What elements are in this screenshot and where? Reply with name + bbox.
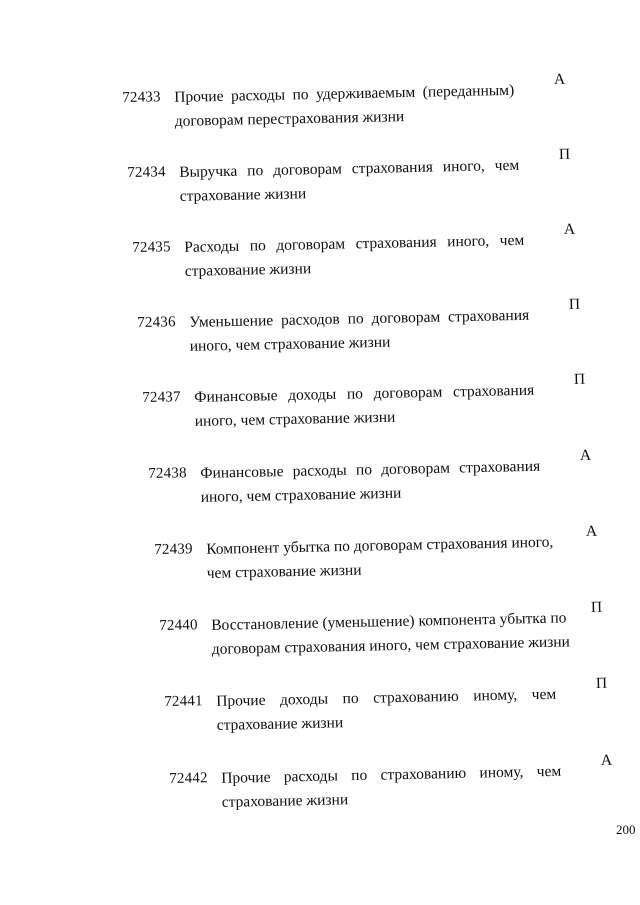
account-title-line1: Финансовые доходы по договорам страхования	[194, 381, 535, 406]
account-title-line2: страхование жизни	[184, 260, 312, 280]
account-type-mark: П	[573, 370, 586, 388]
entry-72436	[137, 295, 618, 361]
account-code: 72436	[137, 314, 176, 331]
account-title-line2: договорам перестрахования жизни	[174, 108, 405, 130]
account-type-mark: А	[585, 522, 598, 540]
account-title-line2: иного, чем страхование жизни	[200, 484, 402, 506]
entry-72440	[159, 598, 640, 664]
account-code: 72440	[159, 617, 198, 634]
account-type-mark: А	[563, 220, 576, 238]
account-code: 72433	[122, 89, 161, 106]
entry-72439	[154, 522, 635, 588]
account-type-mark: А	[600, 751, 613, 769]
account-type-mark: П	[568, 295, 581, 313]
account-type-mark: П	[595, 674, 608, 692]
account-title-line2: страхование жизни	[179, 185, 307, 205]
account-type-mark: П	[590, 598, 603, 616]
account-title-line1: Уменьшение расходов по договорам страхования	[189, 306, 530, 331]
account-type-mark: П	[558, 145, 571, 163]
account-title-line1: Прочие расходы по страхованию иному, чем	[221, 762, 562, 787]
account-code: 72437	[142, 389, 181, 406]
account-code: 72442	[169, 770, 208, 787]
account-type-mark: А	[553, 70, 566, 88]
entry-72441	[164, 674, 640, 740]
account-title-line1: Компонент убытка по договорам страхования иного,	[206, 533, 554, 558]
account-title-line1: Финансовые расходы по договорам страхования	[200, 457, 541, 482]
account-code: 72441	[164, 693, 203, 710]
account-title-line1: Выручка по договорам страхования иного, чем	[179, 156, 520, 181]
entry-72433	[122, 70, 603, 136]
account-title-line2: иного, чем страхование жизни	[189, 333, 391, 355]
account-title-line1: Восстановление (уменьшение) компонента убытка по	[211, 609, 567, 634]
account-type-mark: А	[579, 446, 592, 464]
account-code: 72434	[127, 164, 166, 181]
account-title-line1: Расходы по договорам страхования иного, чем	[184, 231, 525, 256]
entry-72442	[169, 751, 640, 817]
page-number: 200	[616, 822, 636, 837]
account-title-line2: иного, чем страхование жизни	[194, 408, 396, 430]
entry-72435	[132, 220, 613, 286]
account-code: 72438	[148, 465, 187, 482]
account-title-line2: страхование жизни	[221, 791, 349, 811]
account-title-line2: чем страхование жизни	[206, 561, 362, 582]
account-code: 72439	[154, 541, 193, 558]
entry-72438	[148, 446, 629, 512]
account-title-line2: страхование жизни	[216, 714, 344, 734]
account-title-line1: Прочие доходы по страхованию иному, чем	[216, 685, 557, 710]
account-code: 72435	[132, 239, 171, 256]
entry-72437	[142, 370, 623, 436]
account-title-line2: договорам страхования иного, чем страхование жизни	[211, 633, 571, 658]
account-title-line1: Прочие расходы по удерживаемым (переданным)	[174, 81, 515, 106]
entry-72434	[127, 145, 608, 211]
